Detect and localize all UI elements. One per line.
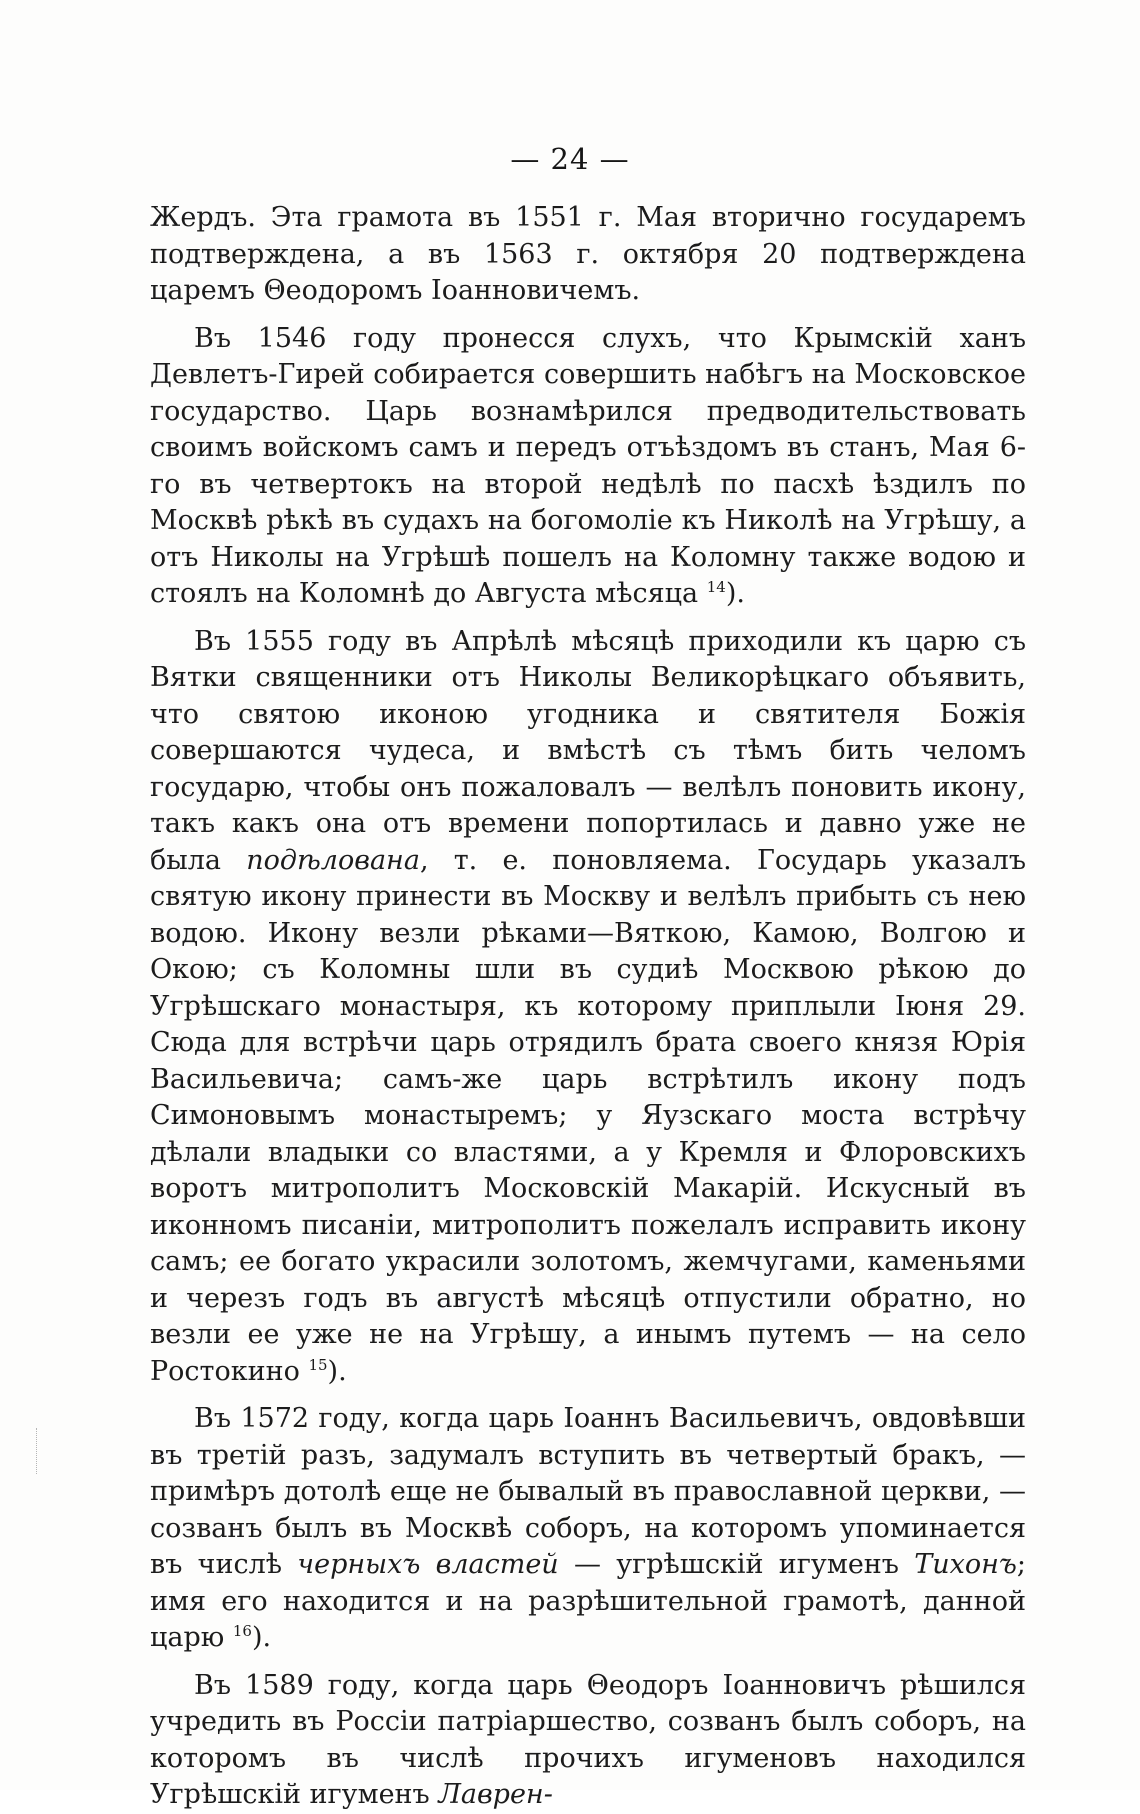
paragraph-3-text-a: Въ 1555 году въ Апрѣлѣ мѣсяцѣ приходили къ царю съ Вятки священники отъ Николы Великорѣцкаго объявить, что святою иконою угодника и святителя Божія совершаются чудеса, и вмѣстѣ съ тѣмъ бить челомъ государю, чтобы онъ пожаловалъ — велѣлъ поновить икону, такъ какъ она отъ времени попортилась и давно уже не была bbox=[150, 625, 1026, 876]
paragraph-4-italic-term-1: черныхъ властей bbox=[297, 1549, 559, 1580]
paragraph-1 bbox=[150, 200, 1026, 310]
footnote-ref-15: 15 bbox=[308, 1355, 328, 1374]
paragraph-5 bbox=[150, 1668, 1026, 1814]
footnote-ref-14: 14 bbox=[706, 578, 726, 596]
paragraph-2-text: Въ 1546 году пронесся слухъ, что Крымскій ханъ Девлетъ-Гирей собирается совершить набѣгъ на Московское государство. Царь вознамѣрился предводительствовать своимъ войскомъ самъ и передъ отъѣздомъ въ станъ, Мая 6-го въ четвертокъ на второй недѣлѣ по пасхѣ ѣздилъ по Москвѣ рѣкѣ въ судахъ на богомоліе къ Николѣ на Угрѣшу, а отъ Николы на Угрѣшѣ пошелъ на Коломну также водою и стоялъ на Коломнѣ до Августа мѣсяца bbox=[150, 322, 1026, 609]
paragraph-3-italic-term: подѣлована bbox=[246, 844, 420, 876]
paragraph-5-text: Въ 1589 году, когда царь Θеодоръ Іоанновичъ рѣшился учредить въ Россіи патріаршество, созванъ былъ соборъ, на которомъ въ числѣ прочихъ игуменовъ находился Угрѣшскій игуменъ bbox=[150, 1669, 1026, 1810]
paragraph-2-tail: ). bbox=[725, 578, 745, 609]
paragraph-3-tail: ). bbox=[327, 1355, 347, 1387]
paragraph-3 bbox=[150, 624, 1026, 1391]
paragraph-4-text-b: — угрѣшскій игуменъ bbox=[558, 1549, 915, 1580]
paragraph-3-text-b: , т. е. поновляема. Государь указалъ святую икону принести въ Москву и велѣлъ прибыть съ нею водою. Икону везли рѣками—Вяткою, Камою, Волгою и Окою; съ Коломны шли въ судиѣ Москвою рѣкою до Угрѣшскаго монастыря, къ которому приплыли Іюня 29. Сюда для встрѣчи царь отрядилъ брата своего князя Юрія Васильевича; самъ-же царь встрѣтилъ икону подъ Симоновымъ монастыремъ; у Яузскаго моста встрѣчу дѣлали владыки со властями, а у Кремля и Флоровскихъ воротъ митрополитъ Московскій Макарій. Искусный въ иконномъ писаніи, митрополитъ пожелалъ исправить икону самъ; ее богато украсили золотомъ, жемчугами, каменьями и черезъ годъ въ августѣ мѣсяцѣ отпустили обратно, но везли ее уже не на Угрѣшу, а инымъ путемъ — на село Ростокино bbox=[150, 844, 1027, 1387]
paragraph-4-tail: ). bbox=[251, 1622, 272, 1653]
page-number: — 24 — bbox=[510, 142, 630, 176]
paragraph-1-text: Жердъ. Эта грамота въ 1551 г. Мая вторично государемъ подтверждена, а въ 1563 г. октября 20 подтверждена царемъ Θеодоромъ Іоанновичемъ. bbox=[150, 202, 1026, 306]
paragraph-4-text-a: Въ 1572 году, когда царь Іоаннъ Васильевичъ, овдовѣвши въ третій разъ, задумалъ вступить въ четвертый бракъ, — примѣръ дотолѣ еще не бывалый въ православной церкви, — созванъ былъ въ Москвѣ соборъ, на которомъ упоминается въ числѣ bbox=[150, 1403, 1026, 1580]
paragraph-2 bbox=[150, 321, 1026, 613]
paragraph-5-italic-term: Лаврен- bbox=[438, 1779, 553, 1810]
paragraph-4-text-c: ; имя его находится и на разрѣшительной грамотѣ, данной царю bbox=[150, 1549, 1027, 1653]
paragraph-4-italic-term-2: Тихонъ bbox=[914, 1549, 1017, 1580]
margin-mark bbox=[36, 1428, 39, 1474]
footnote-ref-16: 16 bbox=[232, 1622, 252, 1640]
paragraph-4 bbox=[150, 1401, 1026, 1657]
page-text bbox=[150, 200, 1026, 1814]
